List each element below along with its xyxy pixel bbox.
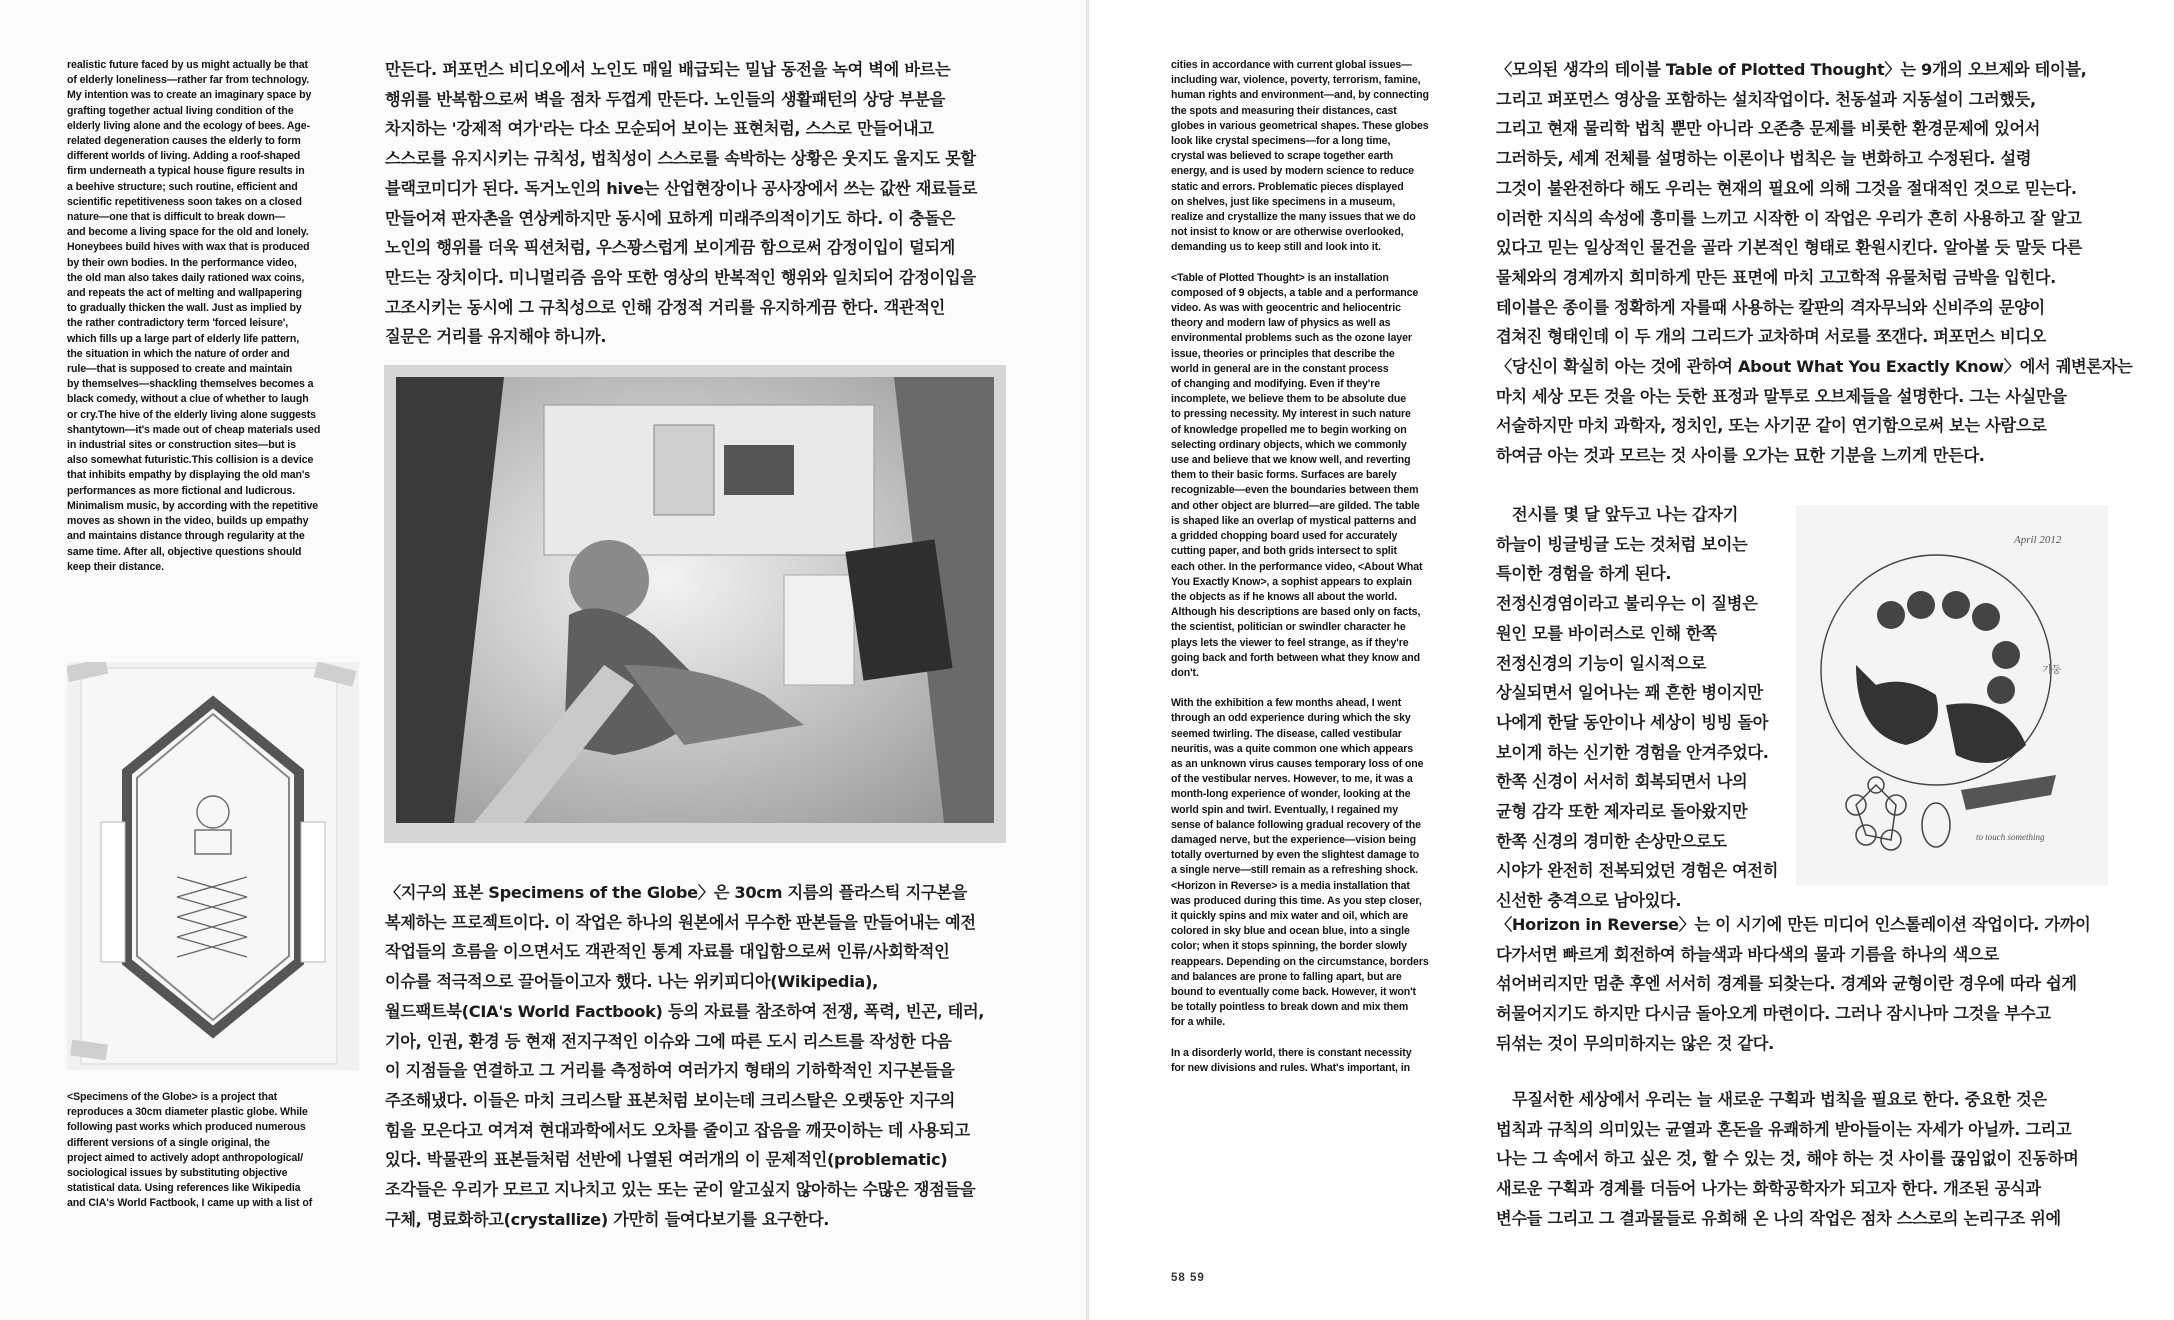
left-korean-top bbox=[385, 55, 1035, 352]
sketch-note-bottom: to touch something bbox=[1976, 832, 2045, 842]
english-paragraph-globes: cities in accordance with current global issues— including war, violence, poverty, terrorism, famine, human rights and environment—and, by connecting the spots and measuring their distances, cast globes in various geometrical shapes. These globes look like crystal specimens—for a long time, crystal was believed to scrape together earth energy, and is used by modern science to reduce static and errors. Problematic pieces displayed on shelves, just like specimens in a museum, realize and crystallize the many issues that we do not insist to know or are otherwise overlooked, demanding us to keep still and look into it. bbox=[1171, 59, 1429, 254]
korean-paragraph-disorder: 무질서한 세상에서 우리는 늘 새로운 구획과 법칙을 필요로 한다. 중요한 것은 법칙과 규칙의 의미있는 균열과 혼돈을 유쾌하게 받아들이는 자세가 아닐까. 그리고 나는 그 속에서 하고 싶은 것, 할 수 있는 것, 해야 하는 것 사이를 끊임없이 진동하며 새로운 구획과 경계를 더듬어 나가는 화학공학자가 되고자 한다. 개조된 공식과 변수들 그리고 그 결과물들로 유희해 온 나의 작업은 점차 스스로의 논리구조 위에 bbox=[1496, 1090, 2079, 1228]
korean-paragraph-horizon: 〈Horizon in Reverse〉는 이 시기에 만든 미디어 인스톨레이션 작업이다. 가까이 다가서면 빠르게 회전하여 하늘색과 바다색의 물과 기름을 하나의 색으로 섞어버리지만 멈춘 후엔 서서히 경계를 되찾는다. 경계와 균형이란 경우에 따라 쉽게 허물어지기도 하지만 다시금 돌아오게 마련이다. 그러나 잠시나마 그것을 부수고 뒤섞는 것이 무의미하지는 않은 것 같다. bbox=[1496, 915, 2091, 1053]
page-numbers: 58 59 bbox=[1171, 1272, 1205, 1284]
right-korean-mid bbox=[1496, 500, 1806, 916]
korean-paragraph-vestibular: 전시를 몇 달 앞두고 나는 갑자기 하늘이 빙글빙글 도는 것처럼 보이는 특이한 경험을 하게 된다. 전정신경염이라고 불리우는 이 질병은 원인 모를 바이러스로 인해 한쪽 전정신경의 기능이 일시적으로 상실되면서 일어나는 꽤 흔한 병이지만 나에게 한달 동안이나 세상이 빙빙 돌아 보이게 하는 신기한 경험을 안겨주었다. 한쪽 신경이 서서히 회복되면서 나의 균형 감각 또한 제자리로 돌아왔지만 한쪽 신경의 경미한 손상만으로도 시야가 완전히 전복되었던 경험은 여전히 신선한 충격으로 남아있다. bbox=[1496, 505, 1779, 911]
korean-paragraph-specimens: 〈지구의 표본 Specimens of the Globe〉은 30cm 지름의 플라스틱 지구본을 복제하는 프로젝트이다. 이 작업은 하나의 원본에서 무수한 판본들을 만들어내는 예전 작업들의 흐름을 이으면서도 객관적인 통계 자료를 대입함으로써 인류/사회학적인 이슈를 적극적으로 끌어들이고자 했다. 나는 위키피디아(Wikipedia), 월드팩트북(CIA's World Factbook) 등의 자료를 참조하여 전쟁, 폭력, 빈곤, 테러, 기아, 인권, 환경 등 현재 전지구적인 이슈와 그에 따른 도시 리스트를 작성한 다음 이 지점들을 연결하고 그 거리를 측정하여 여러가지 형태의 기하학적인 지구본들을 주조해냈다. 이들은 마치 크리스탈 표본처럼 보이는데 크리스탈은 오랫동안 지구의 힘을 모은다고 여겨져 현대과학에서도 오차를 줄이고 잡음을 깨끗이하는 데 사용되고 있다. 박물관의 표본들처럼 선반에 나열된 여러개의 이 문제적인(problematic) 조각들은 우리가 모르고 지나치고 있는 또는 굳이 알고싶지 않아하는 수많은 쟁점들을 구체, 명료화하고(crystallize) 가만히 들여다보기를 요구한다. bbox=[385, 883, 985, 1229]
globe-sketch-drawing bbox=[67, 662, 359, 1070]
right-korean-bottom bbox=[1496, 1085, 2136, 1234]
elderly-hive-photo-graphic bbox=[384, 365, 1006, 843]
korean-paragraph-hive: 만든다. 퍼포먼스 비디오에서 노인도 매일 배급되는 밀납 동전을 녹여 벽에 바르는 행위를 반복함으로써 벽을 점차 두껍게 만든다. 노인들의 생활패턴의 상당 부분을 차지하는 '강제적 여가'라는 다소 모순되어 보이는 표현처럼, 스스로 만들어내고 스스로를 유지시키는 규칙성, 법칙성이 스스로를 속박하는 상황은 웃지도 울지도 못할 블랙코미디가 된다. 독거노인의 hive는 산업현장이나 공사장에서 쓰는 값싼 재료들로 만들어져 판자촌을 연상케하지만 동시에 묘하게 미래주의적이기도 하다. 이 충돌은 노인의 행위를 더욱 픽션처럼, 우스꽝스럽게 보이게끔 함으로써 감정이입이 덜되게 만드는 장치이다. 미니멀리즘 음악 또한 영상의 반복적인 행위와 일치되어 감정이입을 고조시키는 동시에 그 규칙성으로 인해 감정적 거리를 유지하게끔 한다. 객관적인 질문은 거리를 유지해야 하니까. bbox=[385, 60, 978, 347]
korean-paragraph-table: 〈모의된 생각의 테이블 Table of Plotted Thought〉는 9개의 오브제와 테이블, 그리고 퍼포먼스 영상을 포함하는 설치작업이다. 천동설과 지동설이 그러했듯, 그리고 현재 물리학 법칙 뿐만 아니라 오존층 문제를 비롯한 환경문제에 있어서 그러하듯, 세계 전체를 설명하는 이론이나 법칙은 늘 변화하고 수정된다. 설령 그것이 불완전하다 해도 우리는 현재의 필요에 의해 그것을 절대적인 것으로 믿는다. 이러한 지식의 속성에 흥미를 느끼고 시작한 이 작업은 우리가 흔히 사용하고 잘 알고 있다고 믿는 일상적인 물건을 골라 기본적인 형태로 환원시킨다. 알아볼 듯 말듯 다른 물체와의 경계까지 희미하게 만든 표면에 마치 고고학적 유물처럼 금박을 입힌다. 테이블은 종이를 정확하게 자를때 사용하는 칼판의 격자무늬와 신비주의 문양이 겹쳐진 형태인데 이 두 개의 그리드가 교차하며 서로를 쪼갠다. 퍼포먼스 비디오 〈당신이 확실히 아는 것에 관하여 About What You Exactly Know〉에서 궤변론자는 마치 세상 모든 것을 아는 듯한 표정과 말투로 오브제들을 설명한다. 그는 사실만을 서술하지만 마치 과학자, 정치인, 또는 사기꾼 같이 연기함으로써 보는 사람으로 하여금 아는 것과 모르는 것 사이를 오가는 묘한 기분을 느끼게 만든다. bbox=[1496, 60, 2133, 466]
left-english-column bbox=[67, 58, 367, 575]
right-korean-mid2 bbox=[1496, 910, 2136, 1059]
left-korean-bottom bbox=[385, 878, 1035, 1234]
left-english-column-bottom bbox=[67, 1090, 367, 1212]
globe-sketch-image bbox=[67, 662, 359, 1070]
english-paragraph-disorder: In a disorderly world, there is constant necessity for new divisions and rules. What's important, in bbox=[1171, 1046, 1412, 1074]
english-paragraph-horizon: With the exhibition a few months ahead, I went through an odd experience during which the sky seemed twirling. The disease, called vestibular neuritis, was a quite common one which appears as an unknown virus causes temporary loss of one of the vestibular nerves. However, to me, it was a month-long experience of wonder, looking at the world spin and twirl. Eventually, I regained my sense of balance following gradual recovery of the damaged nerve, but the experience—vision being totally overturned by even the slightest damage to a single nerve—still remain as a refreshing shock. <Horizon in Reverse> is a media installation that was produced during this time. As you step closer, it quickly spins and mix water and oil, which are colored in sky blue and ocean blue, into a single color; when it stops spinning, the border slowly reappears. Depending on the circumstance, borders and balances are prone to falling apart, but are bound to eventually come back. However, it won't be totally pointless to break down and mix them for a while. bbox=[1171, 697, 1429, 1029]
page-gutter bbox=[1086, 0, 1089, 1320]
horizon-sketch-image bbox=[1796, 505, 2108, 885]
sketch-note-side: 기둥 bbox=[2042, 665, 2062, 676]
elderly-hive-photo bbox=[384, 365, 1006, 843]
right-korean-top bbox=[1496, 55, 2136, 471]
sketch-note-date: April 2012 bbox=[2014, 534, 2062, 546]
english-paragraph-hive: realistic future faced by us might actually be that of elderly loneliness—rather far from technology. My intention was to create an imaginary space by grafting together actual living condition of the elderly living alone and the ecology of bees. Age- related degeneration causes the elderly to form different worlds of living. Adding a roof-shaped firm underneath a typical house figure results in a beehive structure; such routine, efficient and scientific repetitiveness soon takes on a closed nature—one that is difficult to break down— and become a living space for the old and lonely. Honeybees build hives with wax that is produced by their own bodies. In the performance video, the old man also takes daily rationed wax coins, and repeats the act of melting and wallpapering to gradually thicken the wall. Just as implied by the rather contradictory term 'forced leisure', which fills up a large part of elderly life pattern, the situation in which the nature of order and rule—that is supposed to create and maintain by themselves—shackling themselves becomes a black comedy, without a clue of whether to laugh or cry.The hive of the elderly living alone suggests shantytown—it's made out of cheap materials used in industrial sites or construction sites—but is also somewhat futuristic.This collision is a device that inhibits empathy by displaying the old man's performances as more fictional and ludicrous. Minimalism music, by according with the repetitive moves as shown in the video, builds up empathy and maintains distance through regularity at the same time. After all, objective questions should keep their distance. bbox=[67, 59, 321, 573]
english-paragraph-table: <Table of Plotted Thought> is an installation composed of 9 objects, a table and a performance video. As was with geocentric and heliocentric theory and modern law of physics as well as environmental problems such as the ozone layer issue, theories or principles that describe the world in general are in the constant process of changing and modifying. Even if they're incomplete, we believe them to be absolute due to pressing necessity. My interest in such nature of knowledge propelled me to begin working on selecting ordinary objects, which we commonly use and believe that we know well, and reverting them to their basic forms. Surfaces are barely recognizable—even the boundaries between them and other object are blurred—are gilded. The table is shaped like an overlap of mystical patterns and a gridded chopping board used for accurately cutting paper, and both grids intersect to split each other. In the performance video, <About What You Exactly Know>, a sophist appears to explain the objects as if he knows all about the world. Although his descriptions are based only on facts, the scientist, politician or swindler character he plays lets the viewer to feel strange, as if they're going back and forth between what they know and don't. bbox=[1171, 271, 1423, 679]
english-paragraph-specimens: <Specimens of the Globe> is a project that reproduces a 30cm diameter plastic globe. While following past works which produced numerous different versions of a single original, the project aimed to actively adopt anthropological/ sociological issues by substituting objective statistical data. Using references like Wikipedia and CIA's World Factbook, I came up with a list of bbox=[67, 1091, 313, 1210]
right-english-column bbox=[1171, 58, 1471, 1076]
horizon-sketch-drawing bbox=[1796, 505, 2108, 885]
